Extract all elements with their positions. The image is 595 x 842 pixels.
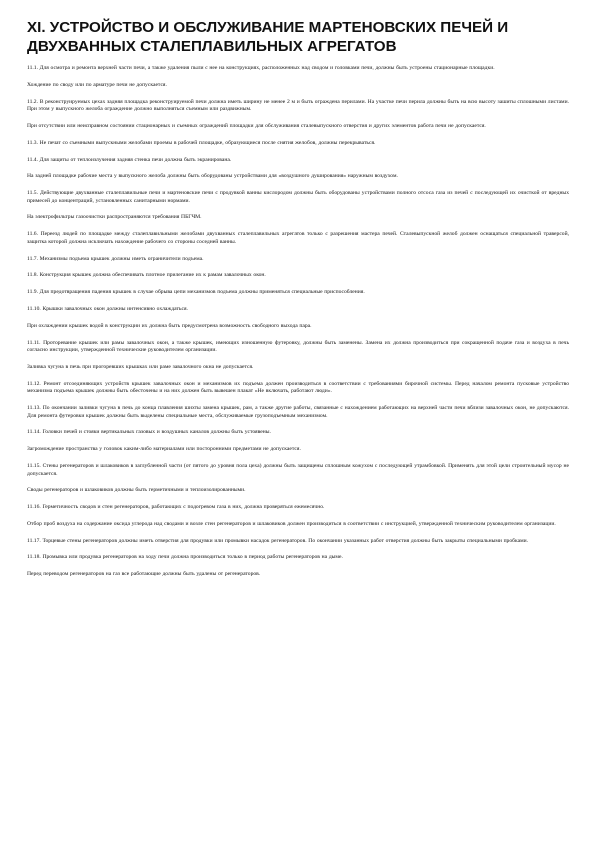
page-title: XI. УСТРОЙСТВО И ОБСЛУЖИВАНИЕ МАРТЕНОВСКИХ ПЕЧЕЙ И ДВУХВАННЫХ СТАЛЕПЛАВИЛЬНЫХ АГРЕГАТОВ (27, 19, 509, 55)
paragraph: 11.3. Не печат со съемными выпускными желобами проемы в рабочей площадке, образующиеся после снятия желобов, должны перекрываться. (27, 139, 376, 146)
paragraph: При отсутствии или неисправном состоянии стационарных и съемных ограждений площадки для обслуживания сталевыпускного отверстия и других элементов работа печи не допускается. (27, 122, 486, 129)
paragraph: 11.17. Торцевые стены регенераторов должны иметь отверстия для продувки или промывки насадок регенераторов. По окончании указанных работ отверстия должны быть закрыты специальными пробками. (27, 537, 529, 544)
paragraph: Заливка чугуна в печь при прогоревших крышках или раме завалочного окна не допускается. (27, 363, 254, 370)
paragraph: 11.9. Для предотвращения падения крышек в случае обрыва цепи механизмов подъема должны применяться специальные приспособления. (27, 289, 365, 296)
paragraph: 11.7. Механизмы подъема крышек должны иметь ограничители подъема. (27, 255, 204, 262)
paragraph: 11.11. Проторевание крышек или рамы завалочных окон, а также крышек, имеющих изношенную футеровку, должны быть заменены. Замена их должна производиться при сокращенной подаче газа и воздуха в печь согласно инструкции, утвержденной технические руководителем организации. (27, 339, 569, 354)
paragraph: Отбор проб воздуха на содержание оксида углерода над сводами и возле стен регенераторов и шлаковиков должен производиться в соответствии с инструкцией, утвержденной техническим руководителем организации. (27, 520, 556, 527)
paragraph: На задней площадке рабочие места у выпускного желоба должны быть оборудованы устройствами для «воздушного душирования» наружным воздухом. (27, 173, 398, 180)
paragraph: Загромождение пространства у головок каким-либо материалами или посторонними предметами не допускается. (27, 446, 301, 453)
paragraph: 11.18. Промывка или продувка регенераторов на ходу печи должна производиться только в период работы регенераторов на дыме. (27, 554, 343, 561)
document-body (27, 65, 569, 579)
paragraph: 11.5. Действующие двухванные сталеплавильные печи и мартеновские печи с продувкой ванны кислородом должны быть оборудованы устройствами полного отсоса газа из печей с последующей их очисткой от вредных примесей до концентраций, установленных санитарными нормами. (27, 190, 569, 204)
paragraph: На электрофильтры газоочистки распространяются требования ПБГЧМ. (27, 214, 202, 221)
paragraph: 11.2. В реконструируемых цехах задняя площадка реконструируемой печи должна иметь ширину не менее 2 м и быть ограждена перилами. На участке печи перила должны быть на всю высоту зашиты сплошными листами. При этом у выпускного желоба ограждение должно выполняться съемным или раздвижным. (27, 98, 569, 113)
paragraph: Своды регенераторов и шлаковиков должны быть герметичными и теплоизолированными. (27, 487, 246, 494)
paragraph: 11.14. Головки печей и стояки вертикальных газовых и воздушных каналов должны быть устоявены. (27, 429, 271, 436)
paragraph: Хождение по своду или по арматуре печи не допускается. (27, 81, 167, 88)
paragraph: 11.15. Стены регенераторов и шлаковиков в заглубленной части (от пятого до уровня пола цеха) должны быть защищены сплошным кожухом с последующей утрамбовкой. Применять для этой цели строительный мусор не допускается. (27, 462, 569, 477)
paragraph: 11.4. Для защиты от теплоизлучения задняя стенка печи должна быть экранирована. (27, 156, 232, 163)
paragraph: 11.16. Герметичность сводов и стен регенераторов, работающих с подогревом газа в них, должна проверяться ежемесячно. (27, 504, 325, 511)
paragraph: 11.6. Переезд людей по площадке между сталеплавильными желобами двухванных сталеплавильных агрегатов только с разрешения мастера печей. Сталевыпускной желоб должен оснащаться специальной траверсой, защитка которой должна исключать нахождение рабочего со стороны соседней ванны. (27, 231, 569, 245)
paragraph: 11.13. По окончании заливки чугуна в печь до конца плавления шихты замена крышек, рам, а также другие работы, связанные с нахождением работающих на верхней части печи вблизи завалочных окон, не допускаются. Для ремонта футеровки крышек должны быть выделены специальные места, обслуживаемые грузоподъемным механизмом. (27, 405, 569, 419)
paragraph: 11.1. Для осмотра и ремонта верхней части печи, а также удаления пыли с нее на конструкциях, расположенных над сводом и головками печи, должны быть устроены стационарные площадки. (27, 65, 495, 71)
paragraph: Перед переводом регенераторов на газ все работающие должны быть удалены от регенераторов. (27, 571, 261, 578)
paragraph: 11.8. Конструкция крышек должна обеспечивать плотное прилегание их к рамам завалочных окон. (27, 272, 266, 279)
paragraph: 11.10. Крышки завалочных окон должны интенсивно охлаждаться. (27, 305, 188, 312)
paragraph: 11.12. Ремонт отсоединяющих устройств крышек завалочных окон и механизмов их подъема должен производиться в соответствии с требованиями бирочной системы. Перед началом ремонта пусковые устройство механизма подъема крышек должны быть обесточены и на них должен быть вывешен плакат «Не включать, работают люди». (27, 380, 569, 395)
paragraph: При охлаждении крышек водой в конструкции их должна быть предусмотрена возможность свободного выхода пара. (27, 322, 312, 329)
